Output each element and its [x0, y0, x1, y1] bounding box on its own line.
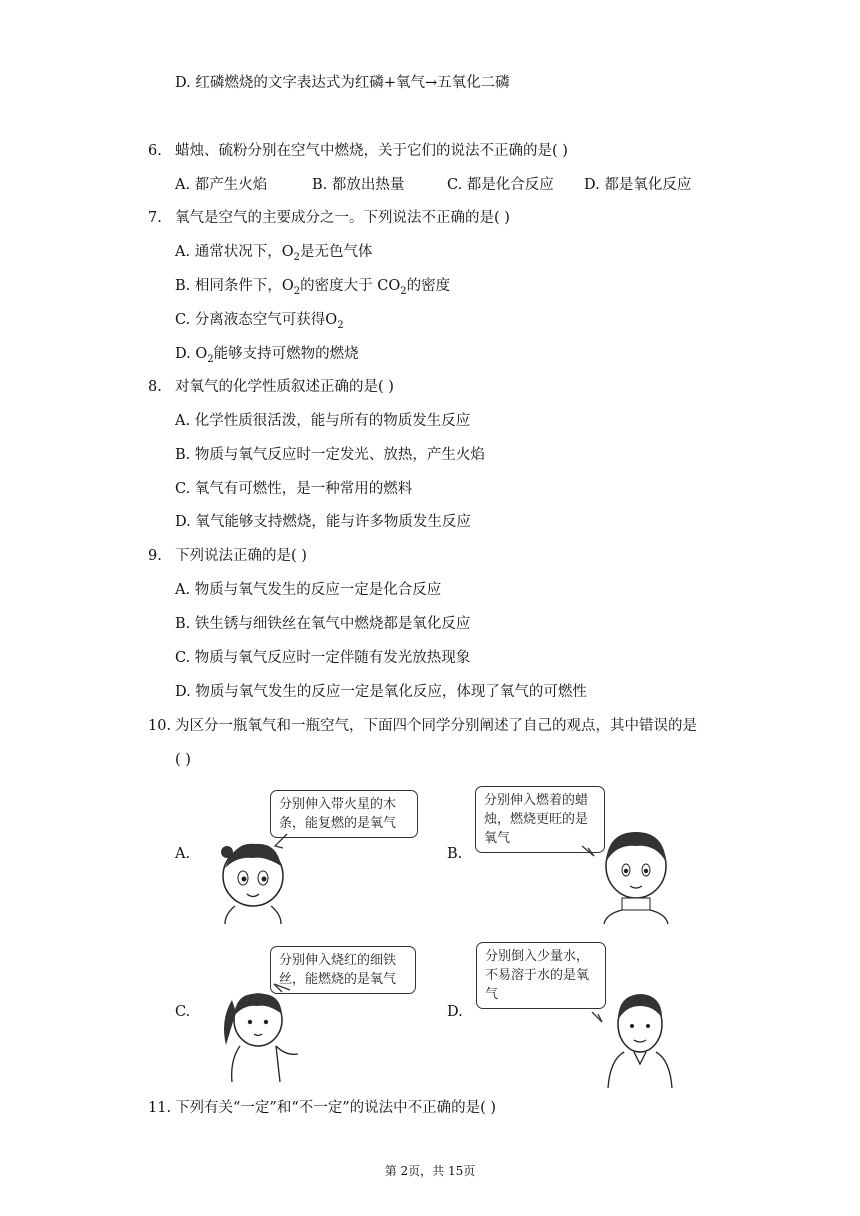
q7-option-b-pre: B. 相同条件下，O — [175, 278, 294, 294]
q11-number: 11. — [148, 1100, 172, 1116]
figure-d-label: D. — [447, 1004, 463, 1020]
q11-stem: 下列有关“一定”和“不一定”的说法中不正确的是( ) — [175, 1100, 497, 1116]
speech-bubble-c: 分别伸入烧红的细铁丝，能燃烧的是氧气 — [270, 946, 416, 994]
figure-c-label: C. — [175, 1004, 191, 1020]
q7-option-b-mid: 的密度大于 CO — [300, 278, 401, 294]
q7-option-a-pre: A. 通常状况下，O — [175, 244, 294, 260]
q6-number: 6. — [148, 143, 162, 159]
q7-number: 7. — [148, 210, 162, 226]
q9-option-d: D. 物质与氧气发生的反应一定是氧化反应，体现了氧气的可燃性 — [175, 684, 587, 700]
q9-stem: 下列说法正确的是( ) — [175, 548, 307, 564]
q9-option-a: A. 物质与氧气发生的反应一定是化合反应 — [175, 582, 442, 598]
q8-option-c: C. 氧气有可燃性，是一种常用的燃料 — [175, 481, 413, 497]
q6-option-d: D. 都是氧化反应 — [584, 177, 692, 193]
girl-illustration-a — [215, 836, 295, 926]
figure-a-label: A. — [175, 846, 191, 862]
speech-bubble-a: 分别伸入带火星的木条，能复燃的是氧气 — [270, 790, 418, 838]
q8-number: 8. — [148, 379, 162, 395]
q6-option-b: B. 都放出热量 — [312, 177, 405, 193]
speech-bubble-d: 分别倒入少量水，不易溶于水的是氧气 — [476, 942, 606, 1009]
q7-stem: 氧气是空气的主要成分之一。下列说法不正确的是( ) — [175, 210, 510, 226]
q9-option-c: C. 物质与氧气反应时一定伴随有发光放热现象 — [175, 650, 471, 666]
q7-option-c — [175, 310, 344, 332]
subscript: 2 — [337, 320, 344, 331]
q7-option-d-post: 能够支持可燃物的燃烧 — [213, 346, 359, 362]
girl-illustration-c — [218, 990, 308, 1085]
subscript: 2 — [293, 252, 300, 263]
q8-stem: 对氧气的化学性质叙述正确的是( ) — [175, 379, 394, 395]
boy-illustration-b — [596, 826, 686, 926]
speech-bubble-b: 分别伸入燃着的蜡烛，燃烧更旺的是氧气 — [475, 786, 605, 853]
q7-option-c-pre: C. 分离液态空气可获得O — [175, 312, 338, 328]
subscript: 2 — [293, 286, 301, 297]
q7-option-b-post: 的密度 — [406, 278, 451, 294]
figure-b-label: B. — [447, 846, 463, 862]
q7-option-a-post: 是无色气体 — [299, 244, 373, 260]
q9-option-b: B. 铁生锈与细铁丝在氧气中燃烧都是氧化反应 — [175, 616, 471, 632]
q7-option-a — [175, 242, 372, 264]
q10-number: 10. — [148, 718, 172, 734]
man-illustration-d — [604, 990, 684, 1090]
q6-stem: 蜡烛、硫粉分别在空气中燃烧，关于它们的说法不正确的是( ) — [175, 143, 568, 159]
q10-stem: 为区分一瓶氧气和一瓶空气，下面四个同学分别阐述了自己的观点，其中错误的是 — [175, 718, 697, 734]
q9-number: 9. — [148, 548, 162, 564]
q8-option-b: B. 物质与氧气反应时一定发光、放热，产生火焰 — [175, 447, 485, 463]
q6-option-a: A. 都产生火焰 — [175, 177, 268, 193]
q7-option-d — [175, 344, 359, 366]
q7-option-b — [175, 276, 450, 298]
q6-option-c: C. 都是化合反应 — [447, 177, 554, 193]
q7-option-d-pre: D. O — [175, 346, 208, 362]
subscript: 2 — [207, 354, 214, 365]
prev-option-d: D. 红磷燃烧的文字表达式为红磷+氧气→五氧化二磷 — [175, 75, 510, 91]
q8-option-d: D. 氧气能够支持燃烧，能与许多物质发生反应 — [175, 514, 471, 530]
subscript: 2 — [400, 286, 407, 297]
page-footer: 第 2页，共 15页 — [384, 1164, 476, 1178]
q10-paren: ( ) — [175, 752, 191, 768]
q8-option-a: A. 化学性质很活泼，能与所有的物质发生反应 — [175, 413, 471, 429]
